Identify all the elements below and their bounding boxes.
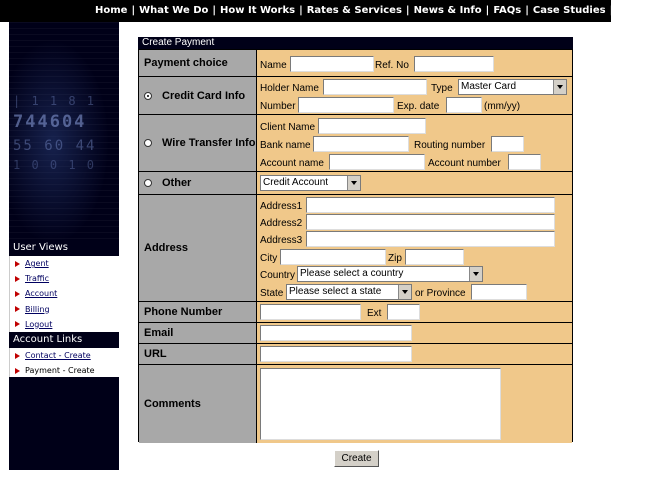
comments-fields — [257, 365, 572, 443]
other-radio[interactable] — [144, 179, 152, 187]
sidebar-item-agent — [10, 256, 119, 271]
account-links-list — [9, 348, 119, 378]
bullet-icon — [15, 353, 20, 359]
row-credit-card — [139, 77, 572, 115]
chevron-down-icon[interactable] — [553, 80, 566, 94]
state-select[interactable] — [286, 284, 412, 300]
label-credit-card[interactable] — [139, 77, 257, 114]
banner-digits: 1 0 0 1 0 — [13, 158, 97, 172]
user-views-header: User Views — [9, 240, 119, 256]
nav-separator: | — [405, 5, 410, 16]
row-other — [139, 172, 572, 195]
banner-digits: 55 60 44 — [13, 138, 97, 154]
province-label: or Province — [415, 288, 466, 299]
state-label: State — [260, 288, 284, 299]
routing-number-input[interactable] — [491, 136, 524, 152]
other-fields — [257, 172, 572, 194]
nav-separator: | — [212, 5, 217, 16]
client-name-input[interactable] — [318, 118, 426, 134]
address2-input[interactable] — [306, 214, 555, 230]
account-name-input[interactable] — [329, 154, 425, 170]
zip-label: Zip — [388, 253, 402, 264]
user-views-list — [9, 256, 119, 332]
label-comments: Comments — [139, 365, 257, 443]
card-type-select[interactable] — [458, 79, 567, 95]
sidebar-item-contact-create — [10, 348, 119, 363]
exp-date-label: Exp. date — [397, 101, 440, 112]
nav-rates-services[interactable]: Rates & Services — [306, 5, 402, 16]
wire-transfer-radio[interactable] — [144, 139, 152, 147]
address1-input[interactable] — [306, 197, 555, 213]
nav-separator: | — [299, 5, 303, 16]
phone-input[interactable] — [260, 304, 361, 320]
other-label: Other — [162, 177, 192, 189]
bullet-icon — [15, 321, 20, 327]
credit-card-label: Credit Card Info — [162, 89, 246, 102]
chevron-down-icon[interactable] — [469, 267, 482, 281]
row-comments — [139, 365, 572, 443]
label-wire-transfer[interactable] — [139, 115, 257, 171]
exp-date-hint: (mm/yy) — [484, 101, 521, 112]
nav-what-we-do[interactable]: What We Do — [139, 5, 209, 16]
client-name-label: Client Name — [260, 122, 316, 133]
address3-input[interactable] — [306, 231, 555, 247]
chevron-down-icon[interactable] — [398, 285, 411, 299]
sidebar-link-agent[interactable]: Agent — [25, 259, 49, 269]
account-number-input[interactable] — [508, 154, 541, 170]
sidebar-current-payment-create: Payment - Create — [25, 366, 95, 376]
nav-separator: | — [485, 5, 490, 16]
sidebar-link-traffic[interactable]: Traffic — [25, 274, 50, 284]
email-input[interactable] — [260, 325, 412, 341]
nav-partners[interactable]: Partners — [617, 5, 666, 16]
city-label: City — [260, 253, 278, 264]
other-method-select[interactable] — [260, 175, 361, 191]
row-address — [139, 195, 572, 302]
row-phone — [139, 302, 572, 323]
other-method-value: Credit Account — [263, 177, 329, 188]
banner-digits: | 1 1 8 1 — [13, 94, 97, 108]
url-fields — [257, 344, 572, 364]
country-label: Country — [260, 270, 296, 281]
name-input[interactable] — [290, 56, 374, 72]
bullet-icon — [15, 276, 20, 282]
nav-separator: | — [525, 5, 529, 16]
holder-name-label: Holder Name — [260, 83, 319, 94]
banner-digits: 744604 — [13, 112, 87, 132]
type-label: Type — [431, 83, 453, 94]
account-number-label: Account number — [428, 158, 501, 169]
label-phone: Phone Number — [139, 302, 257, 322]
form-title: Create Payment — [138, 37, 573, 49]
comments-textarea[interactable] — [260, 368, 501, 440]
row-payment-choice — [139, 50, 572, 77]
address3-label: Address3 — [260, 235, 303, 246]
top-nav-bar — [0, 0, 666, 22]
sidebar-footer — [9, 377, 119, 470]
state-value: Please select a state — [289, 286, 382, 297]
nav-faqs[interactable]: FAQs — [493, 5, 522, 16]
bank-name-input[interactable] — [313, 136, 409, 152]
ext-input[interactable] — [387, 304, 420, 320]
country-value: Please select a country — [300, 268, 404, 279]
email-fields — [257, 323, 572, 343]
nav-separator: | — [609, 5, 614, 16]
sidebar-item-logout — [10, 317, 119, 332]
card-number-input[interactable] — [298, 97, 394, 113]
create-payment-form — [138, 49, 573, 442]
label-payment-choice: Payment choice — [139, 50, 257, 76]
province-input[interactable] — [471, 284, 527, 300]
credit-card-fields — [257, 77, 572, 114]
wire-transfer-fields — [257, 115, 572, 171]
top-nav — [95, 5, 666, 16]
chevron-down-icon[interactable] — [347, 176, 360, 190]
bullet-icon — [15, 306, 20, 312]
bullet-icon — [15, 291, 20, 297]
nav-case-studies[interactable]: Case Studies — [532, 5, 606, 16]
nav-how-it-works[interactable]: How It Works — [220, 5, 296, 16]
address2-label: Address2 — [260, 218, 303, 229]
address-fields — [257, 195, 572, 301]
address1-label: Address1 — [260, 201, 303, 212]
sidebar-item-billing — [10, 302, 119, 317]
name-label: Name — [260, 60, 287, 71]
row-url — [139, 344, 572, 365]
exp-date-input[interactable] — [446, 97, 482, 113]
credit-card-radio[interactable] — [144, 92, 152, 100]
label-url: URL — [139, 344, 257, 364]
nav-separator: | — [131, 5, 136, 16]
card-type-value: Master Card — [461, 81, 517, 92]
row-email — [139, 323, 572, 344]
holder-name-input[interactable] — [323, 79, 427, 95]
sidebar-link-account[interactable]: Account — [25, 289, 58, 299]
bullet-icon — [15, 261, 20, 267]
create-button[interactable]: Create — [334, 450, 379, 467]
routing-number-label: Routing number — [414, 140, 486, 151]
bullet-icon — [15, 368, 20, 374]
card-number-label: Number — [260, 101, 296, 112]
phone-fields — [257, 302, 572, 322]
sidebar-item-traffic — [10, 271, 119, 286]
sidebar-link-billing[interactable]: Billing — [25, 304, 50, 314]
label-other[interactable] — [139, 172, 257, 194]
wire-transfer-label: Wire Transfer Info — [162, 137, 256, 149]
sidebar-banner-graphic — [9, 22, 119, 240]
ref-no-input[interactable] — [414, 56, 494, 72]
label-address: Address — [139, 195, 257, 301]
label-email: Email — [139, 323, 257, 343]
ext-label: Ext — [367, 308, 382, 319]
row-wire-transfer — [139, 115, 572, 172]
country-select[interactable] — [297, 266, 483, 282]
sidebar-link-logout[interactable]: Logout — [25, 319, 53, 329]
nav-home[interactable]: Home — [95, 5, 128, 16]
account-name-label: Account name — [260, 158, 324, 169]
payment-choice-fields — [257, 50, 572, 76]
sidebar-item-account — [10, 286, 119, 301]
url-input[interactable] — [260, 346, 412, 362]
zip-input[interactable] — [405, 249, 464, 265]
ref-no-label: Ref. No — [375, 60, 409, 71]
account-links-header: Account Links — [9, 332, 119, 348]
bank-name-label: Bank name — [260, 140, 311, 151]
sidebar-link-contact-create[interactable]: Contact - Create — [25, 351, 91, 361]
nav-news-info[interactable]: News & Info — [413, 5, 482, 16]
city-input[interactable] — [280, 249, 386, 265]
